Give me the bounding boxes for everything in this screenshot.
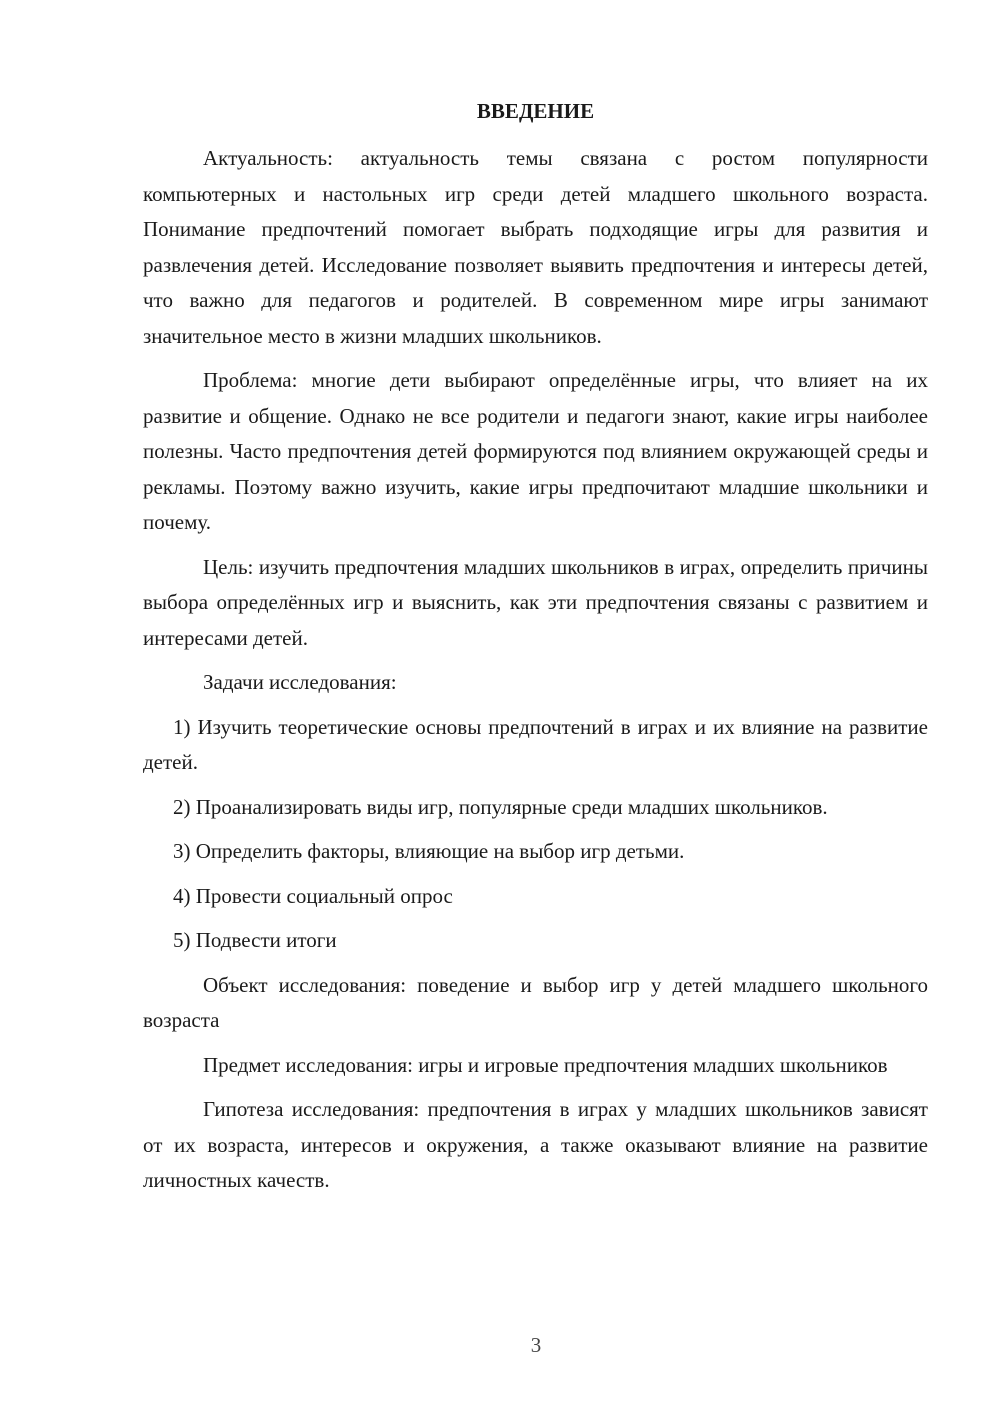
paragraph-subject: Предмет исследования: игры и игровые предпочтения младших школьников <box>203 1052 888 1077</box>
paragraph-hypothesis: Гипотеза исследования: предпочтения в играх у младших школьников зависят от их возраста, интересов и окружения, а также оказывают влияние на развитие личностных качеств. <box>143 1097 928 1192</box>
list-item: 5) Подвести итоги <box>173 928 337 952</box>
page-number: 3 <box>530 1333 542 1357</box>
list-item: 4) Провести социальный опрос <box>173 883 453 908</box>
list-item: 3) Определить факторы, влияющие на выбор игр детьми. <box>173 839 685 863</box>
list-item: 2) Проанализировать виды игр, популярные среди младших школьников. <box>173 794 828 819</box>
paragraph-goal: Цель: изучить предпочтения младших школьников в играх, определить причины выбора определённых игр и выяснить, как эти предпочтения связаны с развитием и интересами детей. <box>143 554 928 650</box>
document-page <box>143 94 928 1208</box>
paragraph-problem: Проблема: многие дети выбирают определённые игры, что влияет на их развитие и общение. Однако не все родители и педагоги знают, какие игры наиболее полезны. Часто предпочтения детей формируются под влиянием окружающей среды и рекламы. Поэтому важно изучить, какие игры предпочитают младшие школьники и почему. <box>143 368 928 534</box>
paragraph-relevance: Актуальность: актуальность темы связана с ростом популярности компьютерных и настольных игр среди детей младшего школьного возраста. Понимание предпочтений помогает выбрать подходящие игры для развития и развлечения детей. Исследование позволяет выявить предпочтения и интересы детей, что важно для педагогов и родителей. В современном мире игры занимают значительное место в жизни младших школьников. <box>143 146 928 348</box>
page-title: ВВЕДЕНИЕ <box>476 99 595 123</box>
tasks-list <box>143 710 928 959</box>
tasks-title: Задачи исследования: <box>203 670 397 694</box>
list-item: 1) Изучить теоретические основы предпочтений в играх и их влияние на развитие детей. <box>143 714 928 774</box>
paragraph-object: Объект исследования: поведение и выбор игр у детей младшего школьного возраста <box>143 972 928 1032</box>
